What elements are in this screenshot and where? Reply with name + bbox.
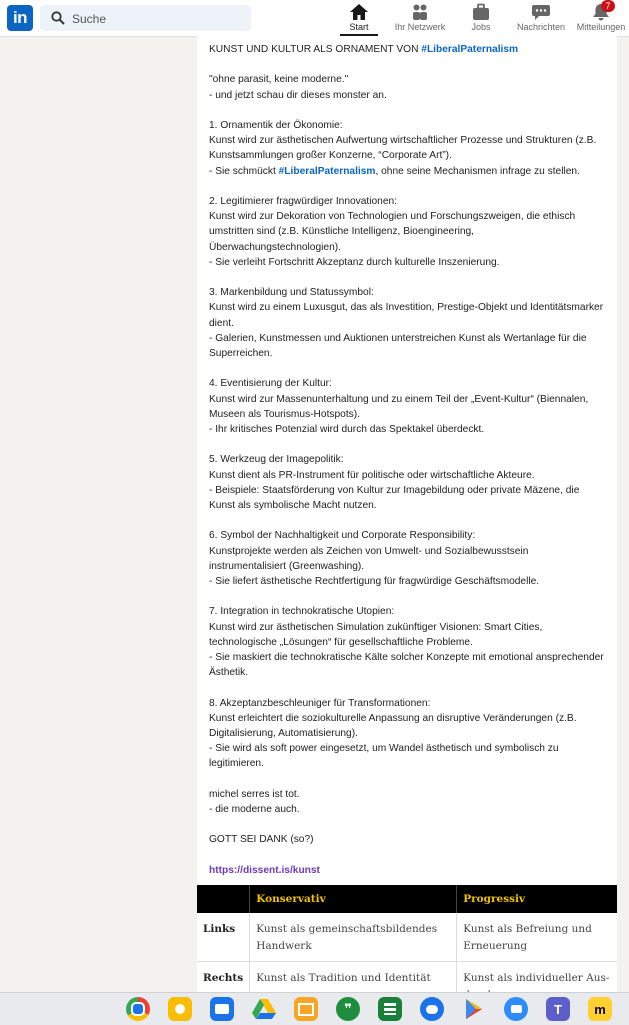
search-icon bbox=[50, 10, 66, 26]
row-label: Rechts bbox=[197, 962, 250, 997]
section-line: Kunst wird zur Dekoration von Technologien und Forschungszweigen, die ethisch umstritten sind (z.B. Künstliche Intelligenz, Bioengineering, Überwachungstechnologien). bbox=[209, 211, 576, 253]
briefcase-icon bbox=[471, 3, 491, 21]
table-header-row bbox=[197, 885, 617, 913]
table-header-progressiv: Progressiv bbox=[457, 885, 617, 913]
intro-line: - und jetzt schau dir dieses monster an. bbox=[209, 89, 387, 101]
search-box[interactable] bbox=[40, 5, 251, 31]
nav-item-messages[interactable] bbox=[514, 0, 568, 36]
section-heading: 5. Werkzeug der Imagepolitik: bbox=[209, 454, 344, 466]
section-heading: 1. Ornamentik der Ökonomie: bbox=[209, 119, 343, 131]
comparison-table bbox=[197, 885, 617, 996]
section-line: Kunst wird zur ästhetischen Simulation zukünftiger Visionen: Smart Cities, technologische „Lösungen“ für gesellschaftliche Probleme. bbox=[209, 621, 543, 648]
section-line: - Sie maskiert die technokratische Kälte solcher Konzepte mit emotional ansprechender Ästhetik. bbox=[209, 652, 604, 679]
section-line: Kunst erleichtert die soziokulturelle Anpassung an disruptive Veränderungen (z.B. Digitalisierung, Automatisierung). bbox=[209, 712, 577, 739]
section-heading: 6. Symbol der Nachhaltigkeit und Corporate Responsibility: bbox=[209, 530, 476, 542]
zoom-icon[interactable] bbox=[504, 997, 528, 1021]
section-line-prefix: - Sie schmückt bbox=[209, 165, 279, 177]
nav-label-messages: Nachrichten bbox=[516, 22, 566, 32]
nav-item-network[interactable] bbox=[392, 0, 448, 36]
keep-icon[interactable] bbox=[168, 997, 192, 1021]
slides-icon[interactable] bbox=[294, 997, 318, 1021]
taskbar bbox=[0, 992, 629, 1025]
chat-icon bbox=[531, 3, 551, 21]
network-icon bbox=[410, 3, 430, 21]
drive-icon[interactable] bbox=[252, 997, 276, 1021]
section-line: - Sie verleiht Fortschritt Akzeptanz durch kulturelle Inszenierung. bbox=[209, 256, 500, 268]
table-header-empty bbox=[197, 885, 250, 913]
table-row bbox=[197, 913, 617, 962]
section-heading: 4. Eventisierung der Kultur: bbox=[209, 378, 332, 390]
nav-label-network: Ihr Netzwerk bbox=[394, 22, 446, 32]
table-header-konservativ: Konservativ bbox=[250, 885, 457, 913]
play-store-icon[interactable] bbox=[462, 997, 486, 1021]
post-title bbox=[209, 42, 605, 57]
nav-item-jobs[interactable] bbox=[465, 0, 497, 36]
sheets-icon[interactable] bbox=[378, 997, 402, 1021]
external-link[interactable]: https://dissent.is/kunst bbox=[209, 864, 320, 876]
section-line: - Sie wird als soft power eingesetzt, um Wandel ästhetisch und symbolisch zu legitimieren. bbox=[209, 743, 559, 770]
section-heading: 8. Akzeptanzbeschleuniger für Transformationen: bbox=[209, 697, 431, 709]
section-heading: 2. Legitimierer fragwürdiger Innovationen: bbox=[209, 195, 398, 207]
notification-badge: 7 bbox=[601, 0, 615, 12]
chrome-icon[interactable] bbox=[126, 997, 150, 1021]
closing-line: GOTT SEI DANK (so?) bbox=[209, 834, 314, 846]
nav-label-jobs: Jobs bbox=[471, 22, 491, 32]
section-line: Kunst wird zur ästhetischen Aufwertung wirtschaftlicher Prozesse und Strukturen (z.B. Kunstsammlungen großer Konzerne, “Corporate Art”). bbox=[209, 135, 597, 162]
section-line: Kunst wird zur Massenunterhaltung und zu einem Teil der „Event-Kultur“ (Biennalen, Museen als Tourismus-Hotspots). bbox=[209, 393, 589, 420]
intro-line: "ohne parasit, keine moderne." bbox=[209, 74, 349, 86]
section-line: - Beispiele: Staatsförderung von Kultur zur Imagebildung oder private Mäzene, die Kunst als symbolische Macht nutzen. bbox=[209, 484, 580, 511]
miro-icon[interactable]: m bbox=[588, 997, 612, 1021]
section-line bbox=[209, 164, 605, 179]
home-icon bbox=[349, 3, 369, 21]
table-row bbox=[197, 962, 617, 997]
linkedin-logo[interactable]: in bbox=[7, 5, 33, 31]
post-card bbox=[197, 36, 617, 996]
section-heading: 7. Integration in technokratische Utopien: bbox=[209, 606, 395, 618]
nav-label-notifications: Mitteilungen bbox=[576, 22, 626, 32]
nav-item-notifications[interactable] bbox=[574, 0, 628, 36]
files-icon[interactable] bbox=[210, 997, 234, 1021]
row-label: Links bbox=[197, 913, 250, 962]
table-cell: Kunst als Tradition und Identität bbox=[250, 962, 457, 997]
post-title-text: KUNST UND KULTUR ALS ORNAMENT VON bbox=[209, 44, 422, 55]
section-heading: 3. Markenbildung und Statussymbol: bbox=[209, 287, 374, 299]
outro-line: - die moderne auch. bbox=[209, 804, 300, 815]
table-cell: Kunst als individueller Aus- bbox=[457, 962, 617, 997]
hashtag-link[interactable]: #LiberalPaternalism bbox=[421, 44, 519, 55]
table-cell: Kunst als gemeinschaftsbildendes Handwerk bbox=[250, 913, 457, 962]
table-cell: Kunst als Befreiung und Erneuerung bbox=[457, 913, 617, 962]
section-line: - Ihr kritisches Potenzial wird durch das Spektakel überdeckt. bbox=[209, 424, 485, 435]
section-line-suffix: , ohne seine Mechanismen infrage zu stellen. bbox=[375, 165, 580, 177]
nav-label-start: Start bbox=[349, 22, 369, 32]
chat-app-icon[interactable]: ❞ bbox=[336, 997, 360, 1021]
search-input[interactable] bbox=[70, 5, 249, 33]
post-text bbox=[197, 36, 617, 878]
messages-icon[interactable] bbox=[420, 997, 444, 1021]
section-line: Kunst wird zu einem Luxusgut, das als Investition, Prestige-Objekt und Identitätsmarker dient. bbox=[209, 302, 604, 329]
outro-line: michel serres ist tot. bbox=[209, 788, 300, 800]
nav-item-start[interactable] bbox=[340, 0, 378, 36]
hashtag-link[interactable]: #LiberalPaternalism bbox=[278, 165, 376, 177]
top-nav-bar bbox=[0, 0, 629, 37]
section-line: Kunstprojekte werden als Zeichen von Umwelt- und Sozialbewusstsein instrumentalisiert (Greenwashing). bbox=[209, 545, 529, 572]
section-line: Kunst dient als PR-Instrument für politische oder wirtschaftliche Akteure. bbox=[209, 469, 535, 481]
section-line: - Galerien, Kunstmessen und Auktionen unterstreichen Kunst als Wertanlage für die Superreichen. bbox=[209, 332, 587, 359]
teams-icon[interactable]: T bbox=[546, 997, 570, 1021]
section-line: - Sie liefert ästhetische Rechtfertigung für fragwürdige Geschäftsmodelle. bbox=[209, 576, 540, 587]
